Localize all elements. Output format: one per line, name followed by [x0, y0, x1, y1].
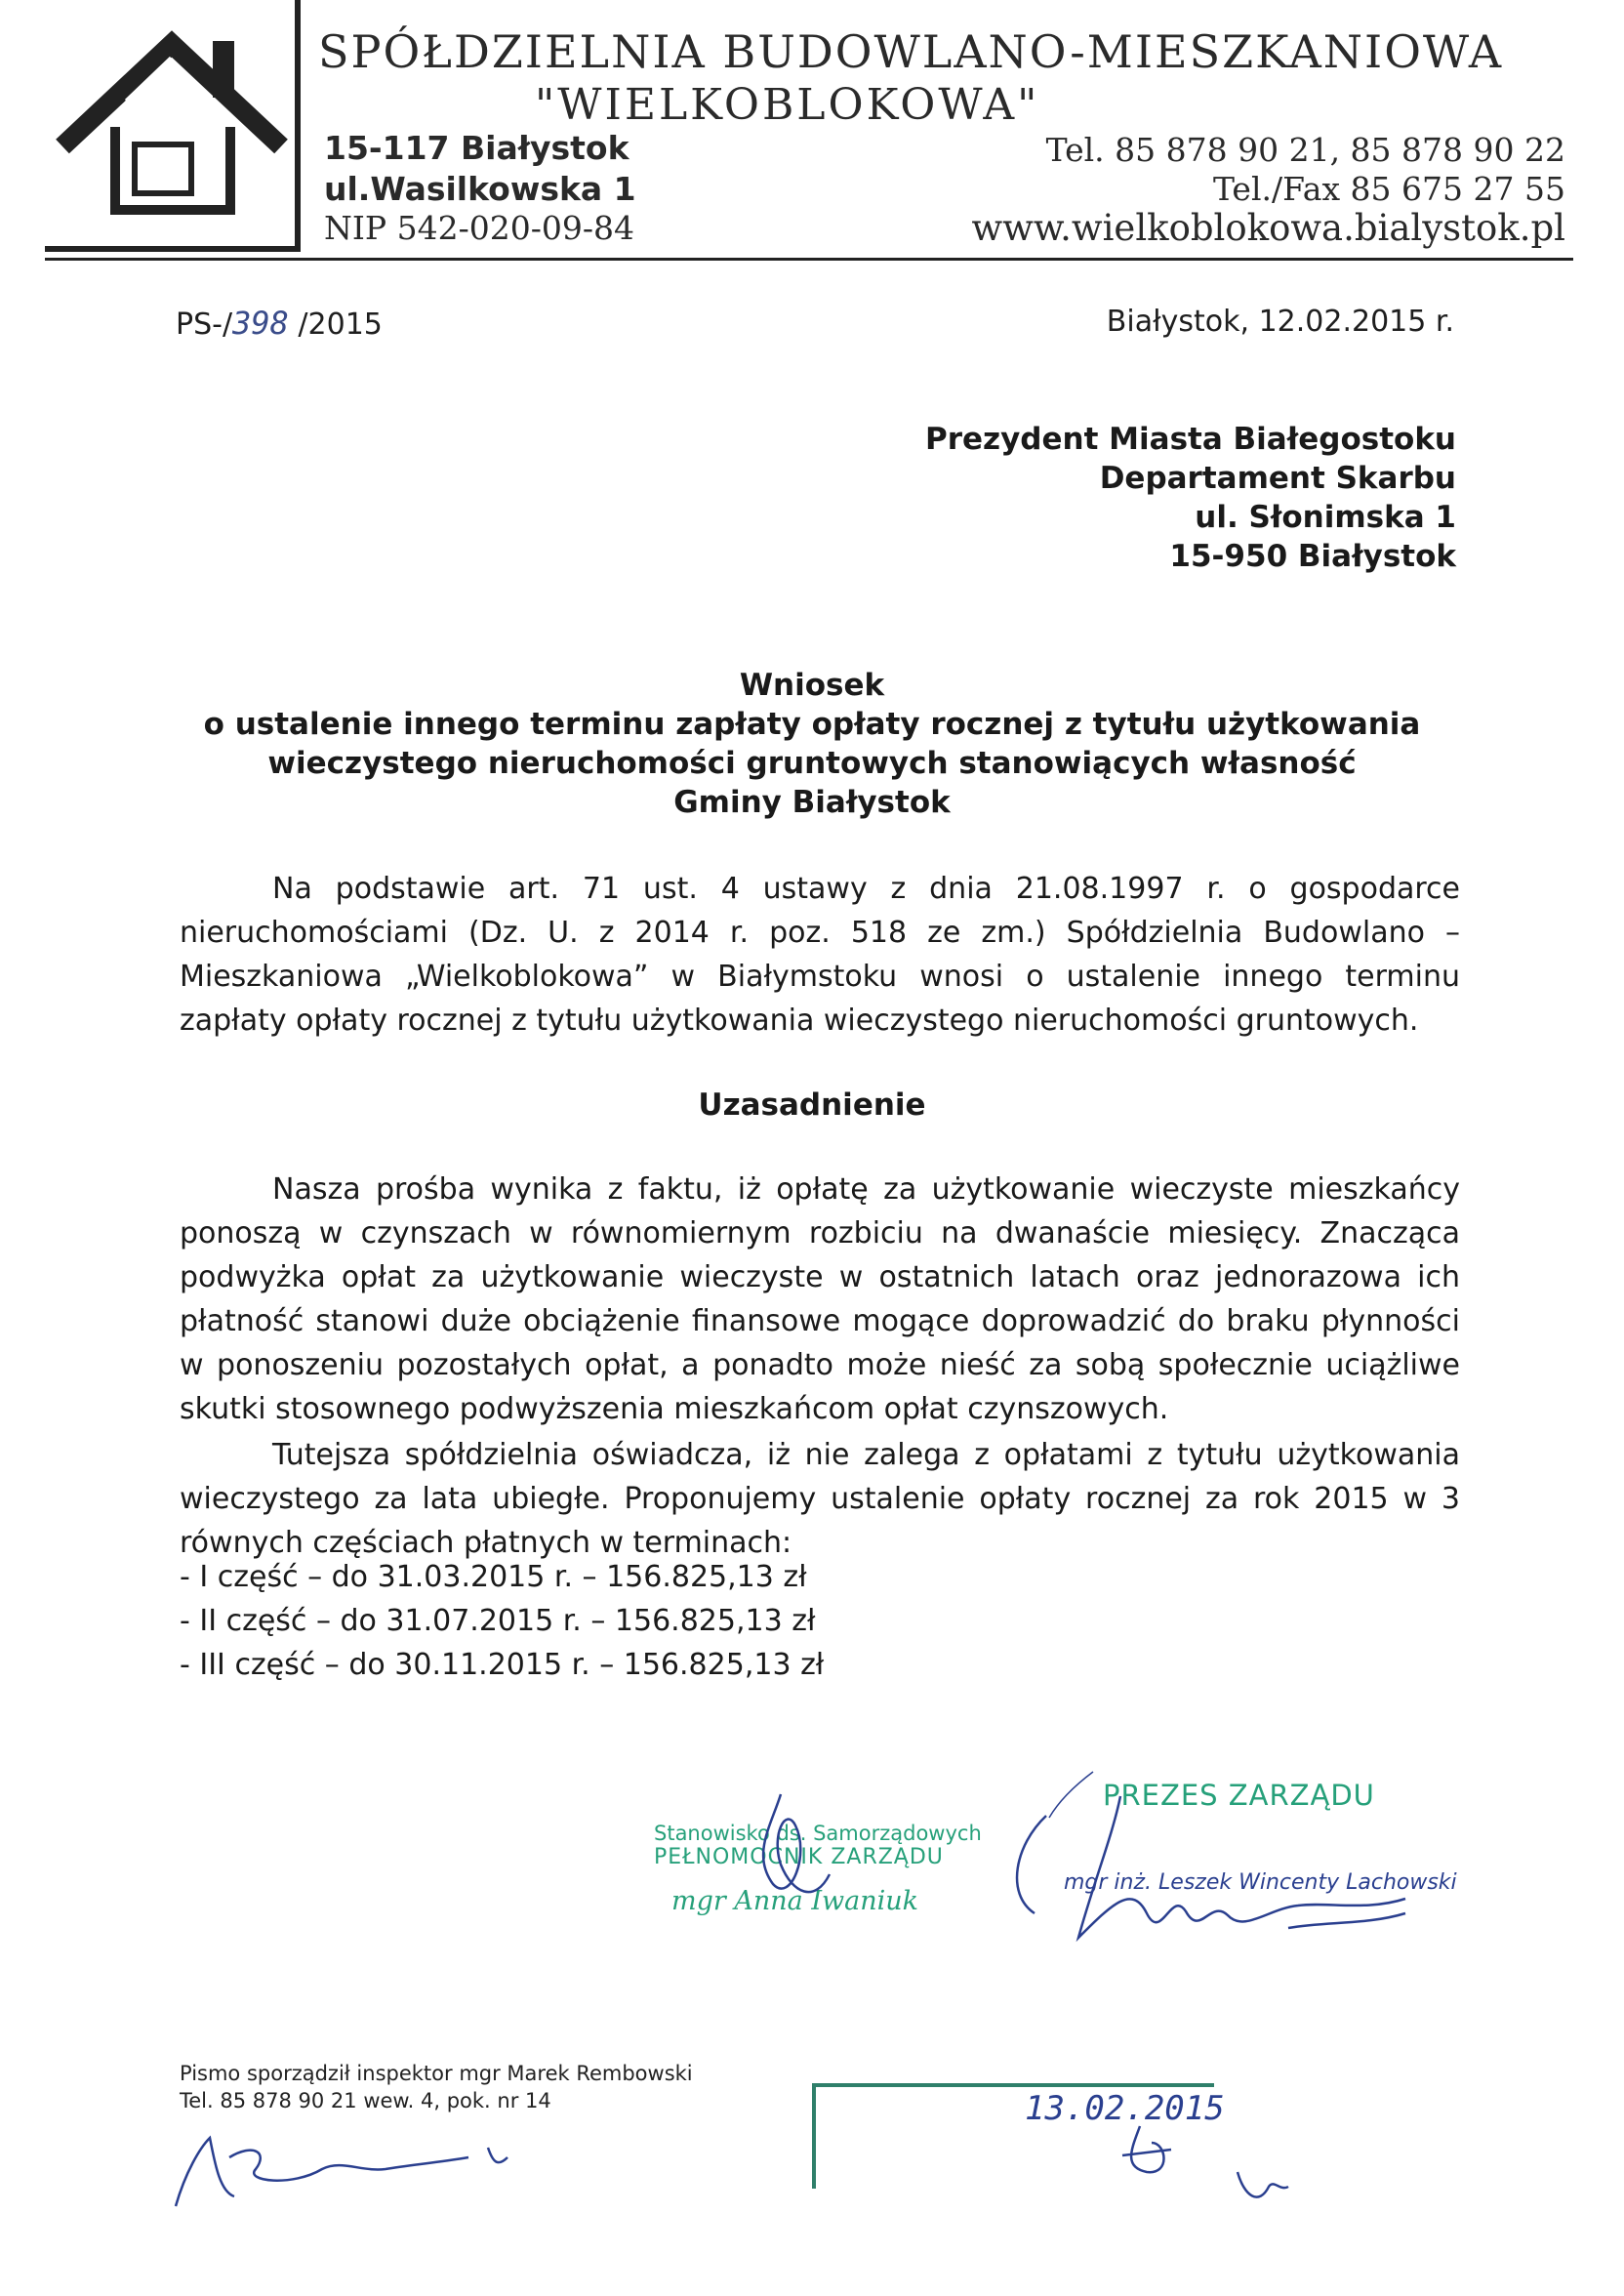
reference-handwritten-number: 398: [232, 305, 289, 342]
installment-item: - III część – do 30.11.2015 r. – 156.825,13 zł: [180, 1648, 825, 1682]
stamp-right-name: mgr inż. Leszek Wincenty Lachowski: [1064, 1870, 1457, 1895]
paragraph-justification: Nasza prośba wynika z faktu, iż opłatę za użytkowanie wieczyste mieszkańcy ponoszą w czynszach w równomiernym rozbiciu na dwanaście miesięcy. Znacząca podwyżka opłat za użytkowanie wieczyste w ostatnich latach oraz jednorazowa ich płatność stanowi duże obciążenie finansowe mogące doprowadzić do braku płynności w ponoszeniu pozostałych opłat, a ponadto może nieść za sobą społecznie uciążliwe skutki stosownego podwyższenia mieszkańcom opłat czynszowych.: [180, 1172, 1460, 1426]
document-title: Wniosek: [739, 668, 885, 703]
footer-prepared-by: Pismo sporządził inspektor mgr Marek Rembowski: [180, 2062, 693, 2085]
cooperative-subtitle: "WIELKOBLOKOWA": [535, 80, 1040, 130]
paragraph-legal-basis: Na podstawie art. 71 ust. 4 ustawy z dnia 21.08.1997 r. o gospodarce nieruchomościami (Dz. U. z 2014 r. poz. 518 ze zm.) Spółdzielnia Budowlano – Mieszkaniowa „Wielkoblokowa” w Białymstoku wnosi o ustalenie innego terminu zapłaty opłaty rocznej z tytułu użytkowania wieczystego nieruchomości gruntowych.: [180, 872, 1460, 1038]
header-fax: Tel./Fax 85 675 27 55: [1212, 170, 1565, 208]
header-website: www.wielkoblokowa.bialystok.pl: [971, 207, 1565, 249]
received-date: 13.02.2015: [1025, 2089, 1225, 2128]
stamp-left-role: PEŁNOMOCNIK ZARZĄDU: [654, 1845, 944, 1869]
installment-item: - I część – do 31.03.2015 r. – 156.825,13 zł: [180, 1560, 807, 1594]
section-heading: Uzasadnienie: [698, 1087, 926, 1123]
reference-suffix: /2015: [288, 308, 383, 342]
header-phone: Tel. 85 878 90 21, 85 878 90 22: [1045, 131, 1565, 169]
stamp-left-name: mgr Anna Iwaniuk: [671, 1886, 918, 1916]
installment-item: - II część – do 31.07.2015 r. – 156.825,13 zł: [180, 1604, 816, 1638]
stamp-right-title: PREZES ZARZĄDU: [1103, 1779, 1375, 1812]
header-street: ul.Wasilkowska 1: [324, 170, 636, 208]
header-city: 15-117 Białystok: [324, 129, 629, 167]
footer-phone: Tel. 85 878 90 21 wew. 4, pok. nr 14: [180, 2089, 551, 2112]
addressee-line: ul. Słonimska 1: [1195, 500, 1456, 535]
place-date: Białystok, 12.02.2015 r.: [1106, 305, 1454, 339]
reference-prefix: PS-/: [176, 308, 233, 342]
addressee-line: 15-950 Białystok: [1169, 539, 1456, 574]
document-title-line: o ustalenie innego terminu zapłaty opłaty rocznej z tytułu użytkowania: [203, 707, 1421, 742]
addressee-line: Departament Skarbu: [1099, 461, 1456, 496]
header-divider: [45, 258, 1573, 261]
stamp-left-position: Stanowisko ds. Samorządowych: [654, 1822, 982, 1845]
house-logo-icon: [45, 0, 301, 252]
cooperative-name: SPÓŁDZIELNIA BUDOWLANO-MIESZKANIOWA: [318, 25, 1504, 78]
header-nip: NIP 542-020-09-84: [324, 209, 635, 247]
document-title-line: wieczystego nieruchomości gruntowych stanowiących własność: [267, 746, 1357, 781]
reference-number: [176, 305, 383, 342]
addressee-line: Prezydent Miasta Białegostoku: [925, 422, 1456, 457]
document-title-line: Gminy Białystok: [673, 785, 951, 820]
paragraph-proposal: Tutejsza spółdzielnia oświadcza, iż nie zalega z opłatami z tytułu użytkowania wieczystego za lata ubiegłe. Proponujemy ustalenie opłaty rocznej za rok 2015 w 3 równych częściach płatnych w terminach:: [180, 1438, 1460, 1560]
logo: [45, 0, 301, 252]
